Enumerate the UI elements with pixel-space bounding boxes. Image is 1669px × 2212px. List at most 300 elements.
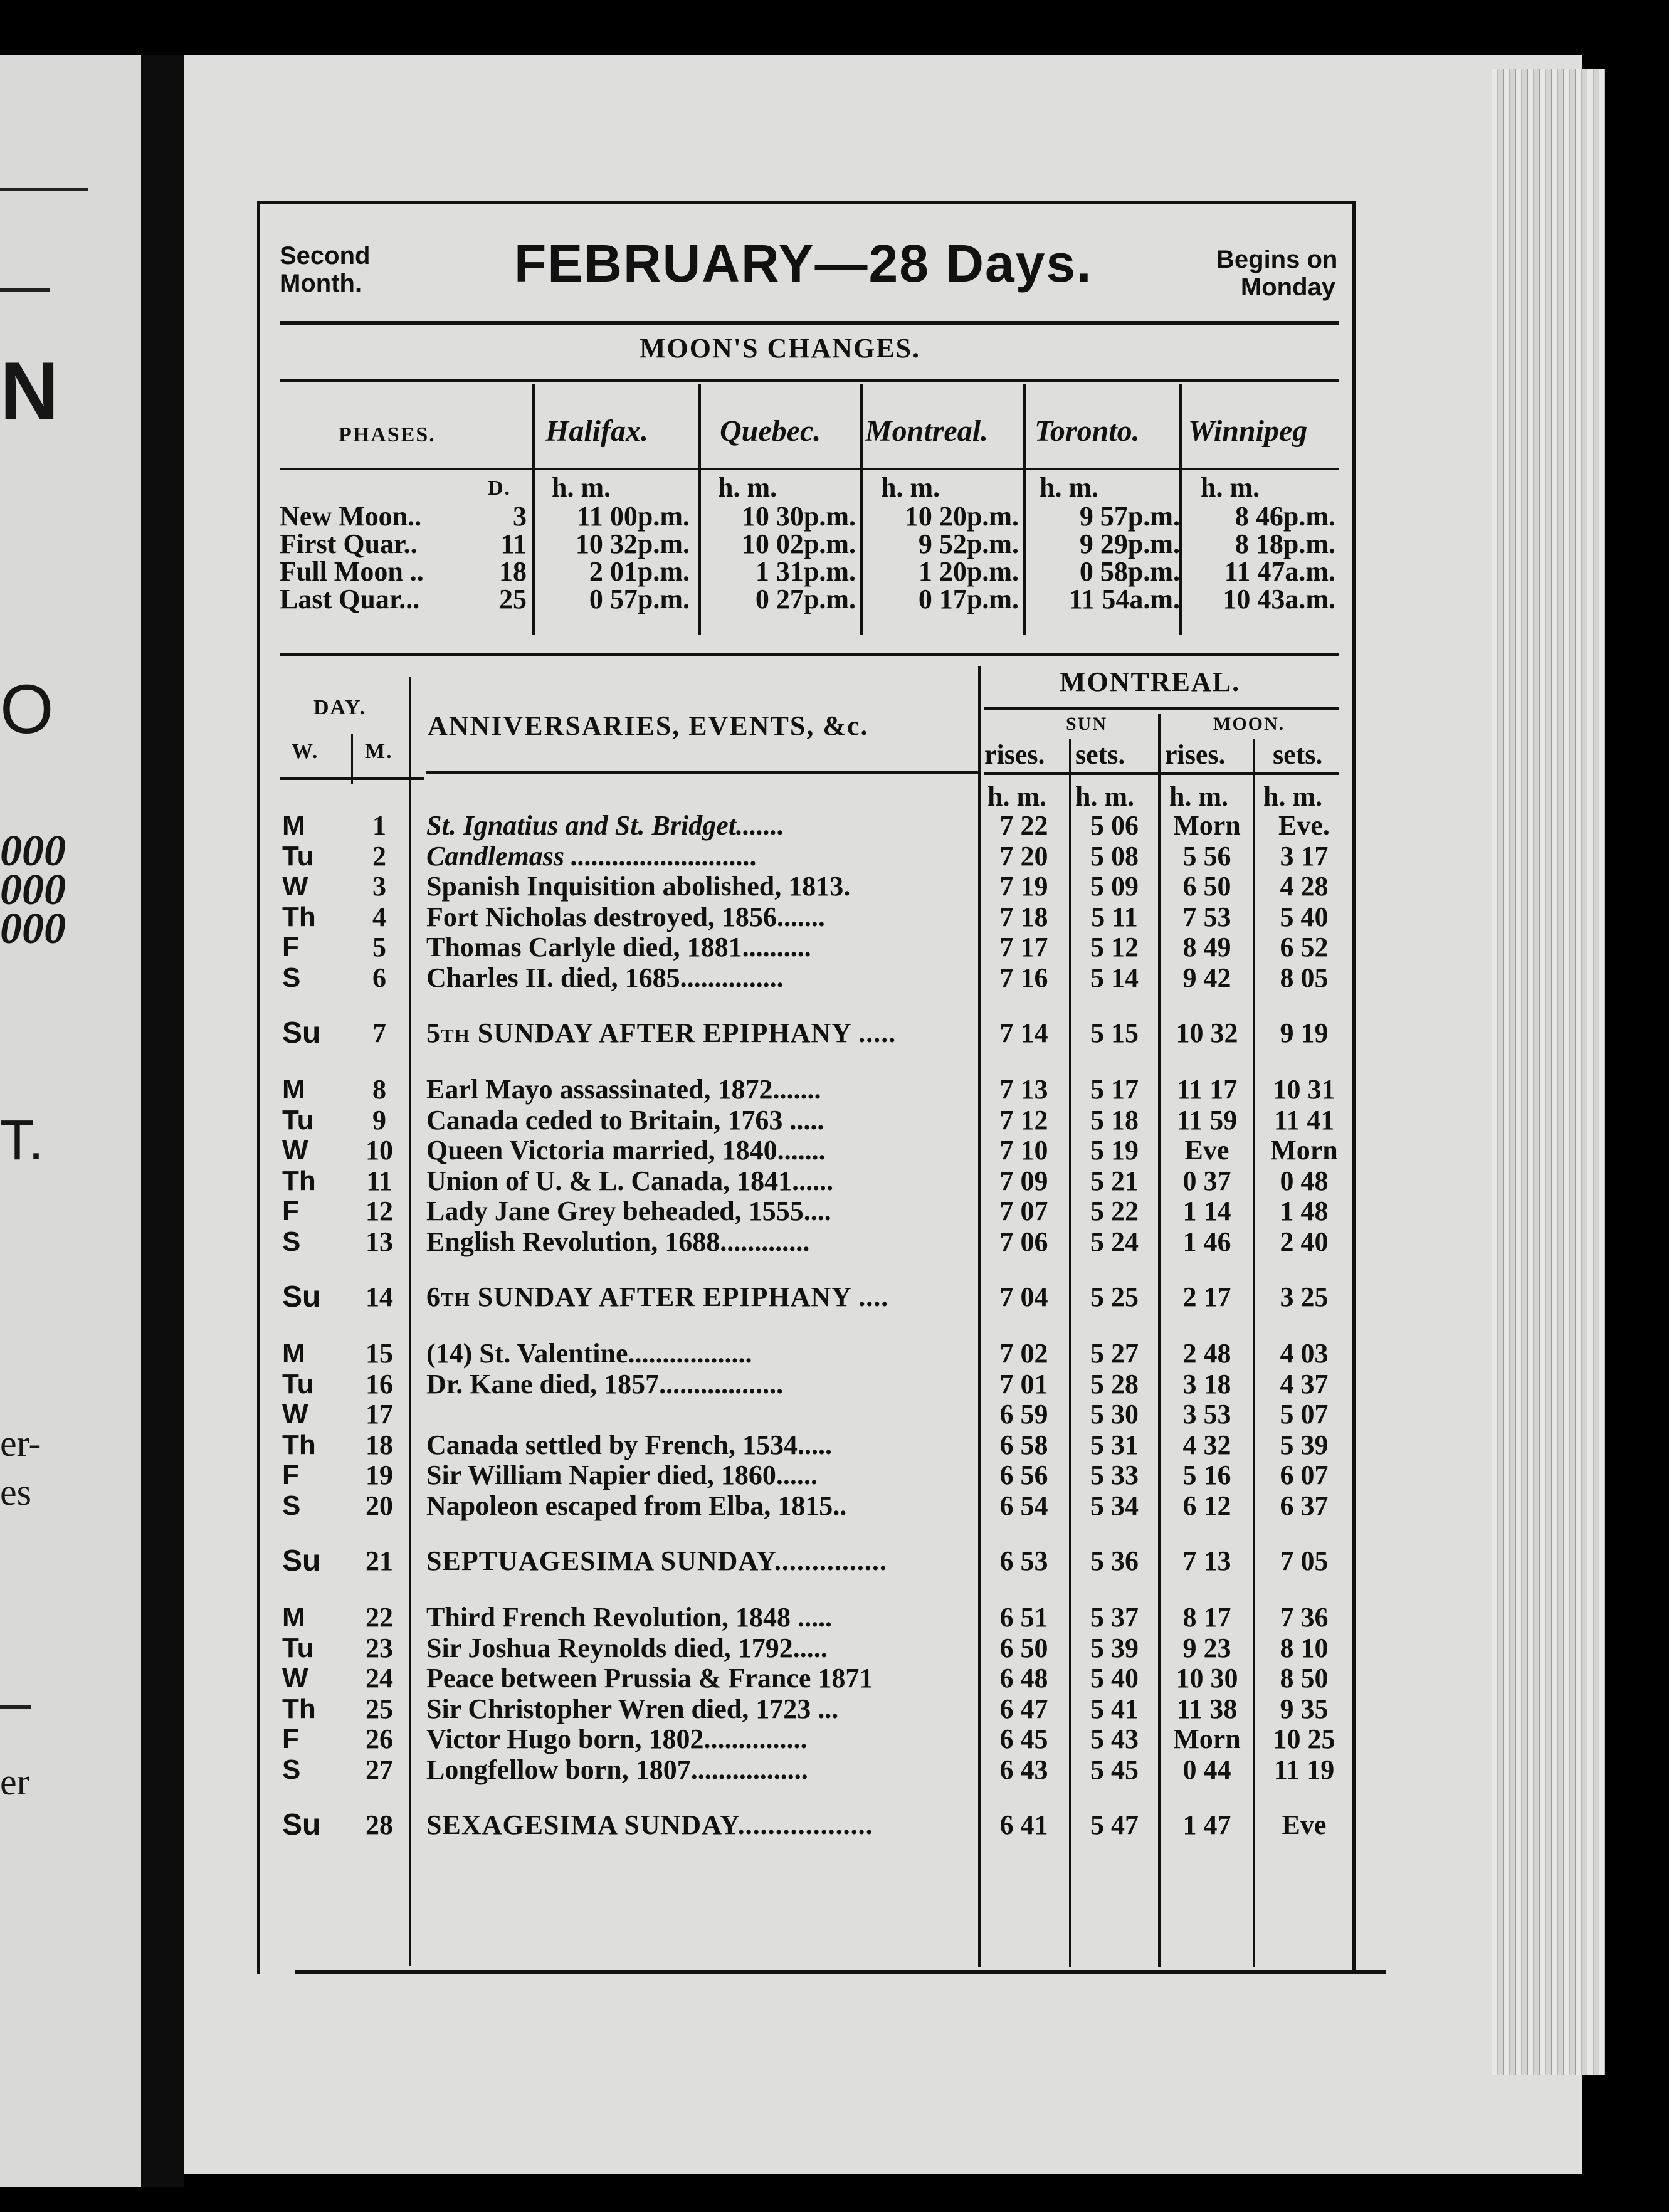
weekday-cell: W xyxy=(282,1135,308,1166)
moon-rise-cell: 2 48 xyxy=(1182,1338,1231,1369)
sun-set-cell: 5 24 xyxy=(1090,1226,1139,1257)
month-day-cell: 15 xyxy=(366,1338,393,1369)
sun-rises-label: rises. xyxy=(984,739,1045,770)
event-cell: 5th SUNDAY AFTER EPIPHANY ..... xyxy=(426,1018,897,1048)
left-page-text: 000 xyxy=(0,866,66,914)
calendar-row xyxy=(257,1430,1356,1461)
sun-rise-cell: 6 41 xyxy=(999,1809,1048,1840)
moon-set-cell: 10 31 xyxy=(1273,1074,1335,1105)
weekday-cell: S xyxy=(282,1754,301,1785)
calendar-row xyxy=(257,1663,1356,1694)
sun-rise-cell: 7 09 xyxy=(999,1165,1048,1196)
moon-set-cell: 6 37 xyxy=(1280,1490,1329,1521)
moon-phase-time: 0 58p.m. xyxy=(1079,556,1180,587)
month-day-cell: 2 xyxy=(372,840,386,872)
header-rule xyxy=(280,321,1339,325)
moon-phase-time: 0 27p.m. xyxy=(755,584,856,614)
calendar-row xyxy=(257,1693,1356,1725)
month-day-cell: 4 xyxy=(372,901,386,932)
weekday-cell: Tu xyxy=(282,1632,314,1663)
event-cell: (14) St. Valentine.................. xyxy=(426,1338,752,1369)
month-day-cell: 10 xyxy=(366,1135,393,1166)
sun-rise-cell: 7 22 xyxy=(999,810,1048,841)
events-heading: ANNIVERSARIES, EVENTS, &c. xyxy=(428,710,869,741)
event-cell: Queen Victoria married, 1840....... xyxy=(426,1135,826,1166)
moon-set-cell: 11 41 xyxy=(1273,1104,1335,1135)
montreal-rule xyxy=(984,707,1339,710)
sun-rise-cell: 6 45 xyxy=(999,1724,1048,1754)
sun-rise-cell: 7 16 xyxy=(999,962,1048,993)
moon-changes-rule xyxy=(280,379,1339,382)
month-day-cell: 6 xyxy=(372,962,386,993)
calendar-frame xyxy=(257,201,1356,1974)
moon-rise-cell: 9 42 xyxy=(1182,962,1231,993)
month-ordinal xyxy=(280,242,370,297)
event-cell: Thomas Carlyle died, 1881.......... xyxy=(426,932,811,962)
left-page-text: N xyxy=(0,345,59,436)
sun-set-cell: 5 12 xyxy=(1090,932,1139,962)
col-divider xyxy=(860,384,863,635)
sun-set-cell: 5 18 xyxy=(1090,1104,1139,1135)
month-ordinal-line: Second xyxy=(280,242,371,270)
col-divider xyxy=(1023,384,1026,635)
month-day-cell: 7 xyxy=(372,1018,386,1048)
moon-phase-time: 10 43a.m. xyxy=(1223,584,1335,614)
col-divider xyxy=(532,384,535,635)
city-montreal: Montreal. xyxy=(865,414,989,448)
moon-set-cell: 6 52 xyxy=(1280,932,1329,962)
moon-phase-day: 3 xyxy=(513,501,527,532)
moon-rise-cell: 8 17 xyxy=(1182,1602,1231,1633)
calendar-row xyxy=(257,1490,1356,1522)
calendar-row xyxy=(257,1460,1356,1491)
moon-phase-day: 11 xyxy=(500,529,527,559)
month-day-cell: 13 xyxy=(366,1226,393,1257)
weekday-cell: Th xyxy=(282,1693,316,1724)
sun-rise-cell: 7 14 xyxy=(999,1018,1048,1048)
sun-set-cell: 5 15 xyxy=(1090,1018,1139,1048)
calendar-row xyxy=(257,1074,1356,1105)
weekday-cell: F xyxy=(282,1196,299,1226)
sun-rise-cell: 6 43 xyxy=(999,1754,1048,1785)
month-day-cell: 26 xyxy=(366,1724,393,1754)
sun-set-cell: 5 47 xyxy=(1090,1809,1139,1840)
moon-rise-cell: 1 14 xyxy=(1182,1196,1231,1226)
sun-set-cell: 5 31 xyxy=(1090,1429,1139,1460)
day-label: DAY. xyxy=(313,696,366,719)
month-day-cell: 21 xyxy=(366,1546,393,1576)
calendar-row xyxy=(257,1754,1356,1786)
left-page-rule xyxy=(0,1705,31,1709)
moon-set-cell: 10 25 xyxy=(1273,1724,1335,1754)
sun-set-cell: 5 25 xyxy=(1090,1282,1139,1312)
month-day-cell: 25 xyxy=(366,1693,393,1724)
moon-phase-time: 10 32p.m. xyxy=(575,529,690,559)
sun-rise-cell: 6 54 xyxy=(999,1490,1048,1521)
event-cell: SEPTUAGESIMA SUNDAY............... xyxy=(426,1546,887,1576)
moon-set-cell: 8 10 xyxy=(1280,1632,1329,1663)
moon-phase-day: 25 xyxy=(499,584,527,614)
left-page-text: T. xyxy=(0,1109,45,1172)
calendar-row xyxy=(257,1105,1356,1136)
city-quebec: Quebec. xyxy=(720,414,821,448)
left-page-text: er- xyxy=(0,1423,41,1464)
moon-phase-time: 11 00p.m. xyxy=(577,501,690,532)
weekday-cell: S xyxy=(282,1226,301,1257)
month-day-label: M. xyxy=(365,740,393,763)
sun-set-cell: 5 21 xyxy=(1090,1165,1139,1196)
moon-rise-cell: 1 47 xyxy=(1182,1809,1231,1840)
sun-rise-cell: 6 50 xyxy=(999,1632,1048,1663)
hm-label: h. m. xyxy=(987,781,1047,812)
moon-rise-cell: 11 38 xyxy=(1176,1693,1238,1724)
moon-rise-cell: 11 17 xyxy=(1176,1074,1238,1105)
moon-set-cell: 8 50 xyxy=(1280,1663,1329,1693)
moon-set-cell: 5 40 xyxy=(1280,901,1329,932)
event-cell: Longfellow born, 1807................. xyxy=(426,1754,808,1785)
month-day-cell: 24 xyxy=(366,1663,393,1693)
moon-sets-label: sets. xyxy=(1273,739,1323,770)
moon-set-cell: 6 07 xyxy=(1280,1460,1329,1490)
month-day-cell: 19 xyxy=(366,1460,393,1490)
rise-set-rule xyxy=(984,772,1339,775)
moon-set-cell: Eve. xyxy=(1278,810,1330,841)
left-page-text: er xyxy=(0,1761,29,1803)
sun-rise-cell: 6 47 xyxy=(999,1693,1048,1724)
month-day-cell: 18 xyxy=(366,1429,393,1460)
unit-hm: h. m. xyxy=(881,472,940,503)
weekday-cell: M xyxy=(282,1602,305,1633)
events-header-rule xyxy=(426,771,981,774)
moon-phase-day: 18 xyxy=(499,556,527,587)
event-cell: Dr. Kane died, 1857.................. xyxy=(426,1368,784,1399)
moon-rise-cell: Morn xyxy=(1173,810,1241,841)
sun-set-cell: 5 17 xyxy=(1090,1074,1139,1105)
moon-rise-cell: 0 37 xyxy=(1182,1165,1231,1196)
sun-set-cell: 5 19 xyxy=(1090,1135,1139,1166)
event-cell: Peace between Prussia & France 1871 xyxy=(426,1663,873,1693)
page-title: FEBRUARY—28 Days. xyxy=(514,234,1093,293)
moon-phase-time: 0 57p.m. xyxy=(589,584,690,614)
unit-day: D. xyxy=(488,477,512,500)
moon-rise-cell: 0 44 xyxy=(1182,1754,1231,1785)
moon-phase-name: First Quar.. xyxy=(280,529,418,559)
event-cell: Sir William Napier died, 1860...... xyxy=(426,1460,818,1490)
sun-rise-cell: 7 01 xyxy=(999,1368,1048,1399)
sun-rise-cell: 7 04 xyxy=(999,1282,1048,1312)
sun-rise-cell: 7 17 xyxy=(999,932,1048,962)
sun-rise-cell: 7 18 xyxy=(999,901,1048,932)
moon-set-cell: 7 05 xyxy=(1280,1546,1329,1576)
calendar-row xyxy=(257,871,1356,902)
calendar-row xyxy=(257,902,1356,933)
weekday-label: W. xyxy=(292,740,319,763)
sun-set-cell: 5 08 xyxy=(1090,840,1139,872)
sunday-row xyxy=(257,1809,1356,1841)
moon-rise-cell: 5 56 xyxy=(1182,840,1231,872)
sun-set-cell: 5 39 xyxy=(1090,1632,1139,1663)
calendar-row xyxy=(257,810,1356,841)
event-cell: Candlemass ........................... xyxy=(426,840,758,872)
sun-label: SUN xyxy=(1066,714,1108,734)
sun-set-cell: 5 06 xyxy=(1090,810,1139,841)
month-day-cell: 8 xyxy=(372,1074,386,1105)
weekday-cell: M xyxy=(282,1338,305,1369)
moon-phase-time: 0 17p.m. xyxy=(918,584,1019,614)
weekday-cell: M xyxy=(282,810,305,841)
sun-rise-cell: 7 07 xyxy=(999,1196,1048,1226)
moon-phase-time: 2 01p.m. xyxy=(589,556,690,587)
sun-rise-cell: 6 53 xyxy=(999,1546,1048,1576)
sun-set-cell: 5 14 xyxy=(1090,962,1139,993)
moon-rise-cell: 11 59 xyxy=(1176,1104,1238,1135)
frame-bottom-border xyxy=(295,1970,1386,1974)
moon-phase-time: 8 18p.m. xyxy=(1235,529,1335,559)
sun-rise-cell: 6 48 xyxy=(999,1663,1048,1693)
sun-rise-cell: 7 10 xyxy=(999,1135,1048,1166)
begins-on-line: Begins on xyxy=(1216,246,1338,273)
sun-rise-cell: 7 20 xyxy=(999,840,1048,872)
calendar-row xyxy=(257,1602,1356,1633)
moon-rises-label: rises. xyxy=(1165,739,1226,770)
moon-phase-time: 9 29p.m. xyxy=(1079,529,1180,559)
sun-set-cell: 5 36 xyxy=(1090,1546,1139,1576)
moon-phase-time: 9 52p.m. xyxy=(918,529,1019,559)
day-header-divider xyxy=(351,734,353,784)
month-day-cell: 22 xyxy=(366,1602,393,1633)
frame-top-border xyxy=(257,201,1356,204)
hm-label: h. m. xyxy=(1169,781,1229,812)
left-page-rule xyxy=(0,288,50,292)
event-cell: Canada settled by French, 1534..... xyxy=(426,1429,832,1460)
moon-rise-cell: 10 32 xyxy=(1176,1018,1238,1048)
calendar-row xyxy=(257,1135,1356,1166)
weekday-cell: Tu xyxy=(282,1368,314,1399)
event-cell: St. Ignatius and St. Bridget....... xyxy=(426,810,784,841)
moon-rise-cell: 7 13 xyxy=(1182,1546,1231,1576)
sunday-row xyxy=(257,1282,1356,1313)
moon-rise-cell: 6 12 xyxy=(1182,1490,1231,1521)
sun-rise-cell: 6 59 xyxy=(999,1399,1048,1430)
moon-phase-time: 1 20p.m. xyxy=(918,556,1019,587)
moon-phase-name: Full Moon .. xyxy=(280,556,424,587)
moon-phase-name: Last Quar... xyxy=(280,584,420,614)
moon-rise-cell: 3 53 xyxy=(1182,1399,1231,1430)
moon-phase-time: 9 57p.m. xyxy=(1079,501,1180,532)
event-cell: Earl Mayo assassinated, 1872....... xyxy=(426,1074,821,1105)
month-day-cell: 9 xyxy=(372,1104,386,1135)
calendar-row xyxy=(257,1399,1356,1430)
moon-rise-cell: 7 53 xyxy=(1182,901,1231,932)
moon-set-cell: 4 37 xyxy=(1280,1368,1329,1399)
col-divider xyxy=(698,384,701,635)
montreal-label: MONTREAL. xyxy=(1060,666,1241,697)
event-cell: English Revolution, 1688............. xyxy=(426,1226,810,1257)
sun-rise-cell: 7 19 xyxy=(999,871,1048,902)
sun-set-cell: 5 27 xyxy=(1090,1338,1139,1369)
calendar-row xyxy=(257,1724,1356,1755)
month-day-cell: 28 xyxy=(366,1809,393,1840)
month-day-cell: 14 xyxy=(366,1282,393,1312)
event-cell: Victor Hugo born, 1802............... xyxy=(426,1724,808,1754)
calendar-row xyxy=(257,1338,1356,1369)
sun-rise-cell: 7 02 xyxy=(999,1338,1048,1369)
sun-set-cell: 5 45 xyxy=(1090,1754,1139,1785)
city-halifax: Halifax. xyxy=(545,414,648,448)
unit-hm: h. m. xyxy=(1201,472,1260,503)
moon-rise-cell: 8 49 xyxy=(1182,932,1231,962)
event-cell: Lady Jane Grey beheaded, 1555.... xyxy=(426,1196,831,1226)
sunday-row xyxy=(257,1018,1356,1049)
city-winnipeg: Winnipeg xyxy=(1188,414,1308,448)
moon-table-bottom-rule xyxy=(280,653,1339,656)
moon-rise-cell: 10 30 xyxy=(1176,1663,1238,1693)
moon-set-cell: Morn xyxy=(1270,1135,1338,1166)
event-cell: Sir Christopher Wren died, 1723 ... xyxy=(426,1693,839,1724)
event-cell: Third French Revolution, 1848 ..... xyxy=(426,1602,833,1633)
calendar-row xyxy=(257,962,1356,994)
month-day-cell: 23 xyxy=(366,1632,393,1663)
event-cell: Napoleon escaped from Elba, 1815.. xyxy=(426,1490,847,1521)
sun-rise-cell: 7 13 xyxy=(999,1074,1048,1105)
left-page-text: O xyxy=(0,671,54,748)
phases-label: PHASES. xyxy=(339,423,436,446)
sun-set-cell: 5 09 xyxy=(1090,871,1139,902)
weekday-cell: Th xyxy=(282,1165,316,1196)
month-day-cell: 27 xyxy=(366,1754,393,1785)
hm-label: h. m. xyxy=(1263,781,1323,812)
sun-rise-cell: 6 51 xyxy=(999,1602,1048,1633)
left-page-text: es xyxy=(0,1472,31,1513)
month-day-cell: 3 xyxy=(372,871,386,902)
sun-set-cell: 5 33 xyxy=(1090,1460,1139,1490)
month-day-cell: 20 xyxy=(366,1490,393,1521)
page-edges xyxy=(1492,69,1605,2075)
unit-hm: h. m. xyxy=(1040,472,1099,503)
moon-set-cell: 3 17 xyxy=(1280,840,1329,872)
begins-on-label xyxy=(1216,246,1338,301)
event-cell: Charles II. died, 1685............... xyxy=(426,962,784,993)
moon-phase-time: 8 46p.m. xyxy=(1235,501,1335,532)
weekday-cell: Su xyxy=(282,1808,321,1841)
sun-sets-label: sets. xyxy=(1075,739,1125,770)
event-cell: Union of U. & L. Canada, 1841...... xyxy=(426,1165,834,1196)
event-cell: 6th SUNDAY AFTER EPIPHANY .... xyxy=(426,1282,889,1312)
sun-rise-cell: 6 56 xyxy=(999,1460,1048,1490)
month-day-cell: 5 xyxy=(372,932,386,962)
month-day-cell: 11 xyxy=(366,1165,392,1196)
moon-rise-cell: 2 17 xyxy=(1182,1282,1231,1312)
month-day-cell: 1 xyxy=(372,810,386,841)
moon-rise-cell: 1 46 xyxy=(1182,1226,1231,1257)
moon-set-cell: 2 40 xyxy=(1280,1226,1329,1257)
weekday-cell: Su xyxy=(282,1544,321,1577)
sun-set-cell: 5 41 xyxy=(1090,1693,1139,1724)
unit-hm: h. m. xyxy=(718,472,777,503)
moon-rise-cell: Morn xyxy=(1173,1724,1241,1754)
calendar-row xyxy=(257,1633,1356,1664)
sun-set-cell: 5 37 xyxy=(1090,1602,1139,1633)
sun-rise-cell: 6 58 xyxy=(999,1429,1048,1460)
weekday-cell: S xyxy=(282,1490,301,1521)
calendar-row xyxy=(257,1226,1356,1258)
left-page-text: 000 xyxy=(0,827,66,875)
moon-set-cell: 9 19 xyxy=(1280,1018,1329,1048)
sunday-row xyxy=(257,1546,1356,1577)
weekday-cell: W xyxy=(282,1399,308,1430)
moon-set-cell: 0 48 xyxy=(1280,1165,1329,1196)
moon-set-cell: 9 35 xyxy=(1280,1693,1329,1724)
sun-set-cell: 5 28 xyxy=(1090,1368,1139,1399)
weekday-cell: M xyxy=(282,1074,305,1105)
weekday-cell: Tu xyxy=(282,1104,314,1135)
weekday-cell: Th xyxy=(282,901,316,932)
left-page-text: 000 xyxy=(0,905,66,953)
moon-set-cell: 5 39 xyxy=(1280,1429,1329,1460)
moon-phase-time: 10 20p.m. xyxy=(904,501,1019,532)
moon-rise-cell: 3 18 xyxy=(1182,1368,1231,1399)
event-cell: Sir Joshua Reynolds died, 1792..... xyxy=(426,1632,828,1663)
moon-set-cell: 5 07 xyxy=(1280,1399,1329,1430)
moon-set-cell: 3 25 xyxy=(1280,1282,1329,1312)
sun-set-cell: 5 22 xyxy=(1090,1196,1139,1226)
moon-phase-name: New Moon.. xyxy=(280,501,422,532)
moon-label: MOON. xyxy=(1213,714,1285,734)
moon-phase-time: 11 47a.m. xyxy=(1224,556,1335,587)
event-cell: Fort Nicholas destroyed, 1856....... xyxy=(426,901,825,932)
calendar-row xyxy=(257,1196,1356,1227)
sun-set-cell: 5 43 xyxy=(1090,1724,1139,1754)
moon-rise-cell: 5 16 xyxy=(1182,1460,1231,1490)
month-ordinal-line: Month. xyxy=(280,270,362,297)
month-day-cell: 16 xyxy=(366,1368,393,1399)
moon-set-cell: 4 03 xyxy=(1280,1338,1329,1369)
moon-rise-cell: Eve xyxy=(1184,1135,1229,1166)
moon-phase-time: 1 31p.m. xyxy=(755,556,856,587)
weekday-cell: F xyxy=(282,932,299,962)
month-day-cell: 17 xyxy=(366,1399,393,1430)
hm-label: h. m. xyxy=(1075,781,1135,812)
weekday-cell: Th xyxy=(282,1429,316,1460)
weekday-cell: F xyxy=(282,1460,299,1490)
moon-rise-cell: 4 32 xyxy=(1182,1429,1231,1460)
moon-rise-cell: 6 50 xyxy=(1182,871,1231,902)
sun-set-cell: 5 30 xyxy=(1090,1399,1139,1430)
weekday-cell: W xyxy=(282,1663,308,1693)
moon-rise-cell: 9 23 xyxy=(1182,1632,1231,1663)
begins-on-line: Monday xyxy=(1240,273,1335,301)
book-gutter xyxy=(141,55,184,2187)
weekday-cell: Su xyxy=(282,1280,321,1314)
month-day-cell: 12 xyxy=(366,1196,393,1226)
event-cell: Spanish Inquisition abolished, 1813. xyxy=(426,871,851,902)
weekday-cell: S xyxy=(282,962,301,993)
moon-set-cell: 4 28 xyxy=(1280,871,1329,902)
moon-phase-time: 10 30p.m. xyxy=(741,501,856,532)
calendar-row xyxy=(257,1369,1356,1400)
city-toronto: Toronto. xyxy=(1035,414,1140,448)
weekday-cell: Tu xyxy=(282,840,314,872)
calendar-row xyxy=(257,841,1356,872)
calendar-row xyxy=(257,1166,1356,1197)
event-cell: Canada ceded to Britain, 1763 ..... xyxy=(426,1104,824,1135)
moon-set-cell: 7 36 xyxy=(1280,1602,1329,1633)
sun-rise-cell: 7 12 xyxy=(999,1104,1048,1135)
left-page-rule xyxy=(0,188,88,191)
moon-phase-time: 11 54a.m. xyxy=(1068,584,1180,614)
left-page-fragment xyxy=(0,55,141,2187)
sun-rise-cell: 7 06 xyxy=(999,1226,1048,1257)
